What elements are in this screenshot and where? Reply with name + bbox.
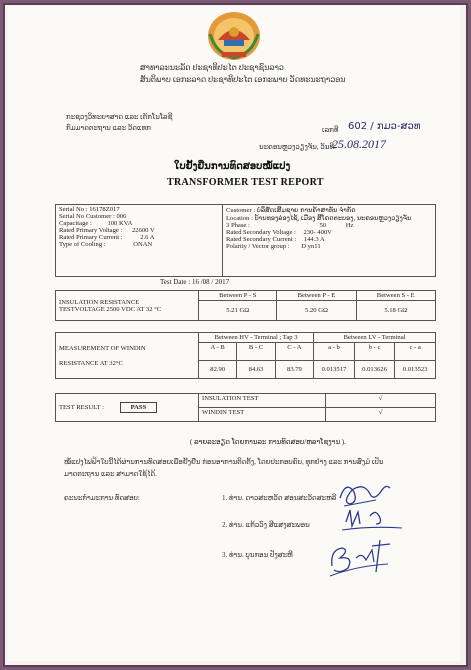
insulation-label: INSULATION RESISTANCE — [59, 298, 140, 306]
customer: Customer : ບໍລິສັດເສີມຊາຍ ການຄ້າສາທັນ ຈຳກັດ — [226, 207, 356, 214]
primary-voltage-value: 22600 V — [131, 227, 155, 234]
winding-test-check: √ — [326, 408, 436, 422]
capacitance-label: Capacitage : — [59, 220, 92, 227]
capacitance-value: 100 KVA — [107, 220, 133, 227]
certification-paragraph: ໝໍ້ແປງໄຟຟ້າໃບນີ້ໄດ້ຜ່ານການທົດສອບເພື່ອຢັ້ງຢືນ ກ່ອນອາການຕິດຕັ້ງ, ໂດຍປະກອບຄົບ, ທຸກຢ່າງ ແລະ ການສົ່ງມໍ ເປັນ — [64, 458, 384, 466]
insulation-label-cell — [56, 291, 199, 321]
value-p-e: 5.20 GΩ — [277, 301, 356, 321]
secondary-voltage-value: 230- 400V — [303, 229, 332, 236]
col-b-c: B - C — [237, 343, 275, 361]
winding-label-cell — [56, 333, 199, 379]
cooling-label: Type of Cooling : — [59, 241, 106, 248]
test-date: Test Date : 16 /08 / 2017 — [160, 278, 230, 286]
col-lv-b-c: b - c — [354, 343, 395, 361]
signature-2 — [340, 506, 406, 536]
secondary-current-value: 144.3 A — [303, 236, 325, 243]
insulation-test-label: INSULATION TEST — [199, 394, 326, 408]
primary-voltage-label: Rated Primary Voltage : — [59, 227, 123, 234]
insulation-table — [55, 290, 436, 321]
department-name: ກົມມາດຕະຖານ ແລະ ວັດແທກ — [66, 124, 151, 132]
winding-resistance-table — [55, 332, 436, 379]
report-title: TRANSFORMER TEST REPORT — [167, 177, 324, 188]
ministry-name: ກະຊວງວິທະຍາສາດ ແລະ ເຕັກໂນໂລຊີ — [66, 113, 173, 121]
secondary-current-label: Rated Secondary Current : — [226, 236, 297, 243]
details-note: ( ລາຍລະອຽດ ໂດຍການລະ ການທົດສອບ/ຫລາໂຊງານ ). — [190, 438, 346, 446]
col-lv-a-b: a - b — [314, 343, 355, 361]
value-lv-b-c: 0.013626 — [354, 361, 395, 379]
location: Location : ບ້ານທອງລ່ອງໄຊ້, ເມືອງ ສີໂຄດຕະບອງ, ນະຄອນຫຼວງວຽງຈັນ — [226, 215, 412, 222]
lao-national-emblem — [206, 10, 262, 62]
value-lv-a-b: 0.013517 — [314, 361, 355, 379]
col-lv-c-a: c - a — [395, 343, 436, 361]
signatory-2: 2. ທ່ານ. ແກ້ວວົງ ສີແສງສະພອນ — [222, 521, 310, 529]
place-date-label: ນະຄອນຫຼວງວຽງຈັນ, ວັນທີ: — [259, 143, 336, 151]
frequency-value: 50 — [319, 222, 327, 229]
hv-terminal-header: Between HV - Terminal ; Tap 3 — [199, 333, 314, 343]
report-title-lao: ໃບຢັ້ງຢືນການທົດສອບໝໍ້ແປງ — [174, 161, 291, 172]
transformer-info-table — [55, 204, 436, 277]
test-result-table — [55, 393, 436, 422]
value-lv-c-a: 0.013523 — [395, 361, 436, 379]
committee-label: ຄະນະກຳມະການ ທົດສອບ: — [64, 494, 140, 502]
reference-number: 602 / ກມວ-ສວທ — [348, 121, 421, 132]
winding-temp-label: RESISTANCE AT 32°C — [59, 359, 123, 367]
info-right-cell — [223, 205, 436, 277]
national-motto: ສັນຕິພາບ ເອກະລາດ ປະຊາທິປະໄຕ ເອກະພາບ ວັດທະນະຖາວອນ — [140, 75, 346, 84]
frequency-unit: Hz — [345, 222, 354, 229]
info-left-cell — [56, 205, 223, 277]
value-c-a: 83.79 — [275, 361, 313, 379]
insulation-test-check: √ — [326, 394, 436, 408]
primary-current-label: Rated Primary Current : — [59, 234, 123, 241]
pass-badge: PASS — [120, 402, 158, 413]
result-cell — [56, 394, 199, 422]
header-s-e: Between S - E — [356, 291, 436, 301]
col-a-b: A - B — [199, 343, 237, 361]
col-c-a: C - A — [275, 343, 313, 361]
polarity-value: D yn11 — [301, 243, 321, 250]
signature-3 — [326, 536, 396, 578]
primary-current-value: 2.6 A — [140, 234, 155, 241]
value-s-e: 5.18 GΩ — [356, 301, 436, 321]
serial-no-customer: Serial No Customer : 006 — [59, 213, 127, 220]
test-voltage-label: TESTVOLTAGE 2500 VDC AT 32 °C — [59, 305, 162, 313]
handwritten-date: 25.08.2017 — [332, 137, 386, 151]
polarity-label: Polarity / Vector group : — [226, 243, 290, 250]
secondary-voltage-label: Rated Secondary Voltage : — [226, 229, 296, 236]
value-p-s: 5.21 GΩ — [199, 301, 277, 321]
serial-no: Serial No : 16178Z017 — [59, 206, 120, 213]
signatory-1: 1. ທ່ານ. ດາວສະຫວັດ ສອນສະວັດສະຫລີ — [222, 494, 337, 502]
header-p-e: Between P - E — [277, 291, 356, 301]
signatory-3: 3. ທ່ານ. ບຸນກອນ ປັງສະຫີ — [222, 551, 293, 559]
winding-test-label: WINDIN TEST — [199, 408, 326, 422]
cooling-value: ONAN — [133, 241, 153, 248]
republic-header: ສາທາລະນະລັດ ປະຊາທິປະໄຕ ປະຊາຊົນລາວ — [140, 63, 284, 72]
test-result-label: TEST RESULT : — [59, 404, 104, 411]
phase-label: 3 Phase : — [226, 222, 250, 229]
winding-label: MEASUREMENT OF WINDIN — [59, 344, 146, 352]
certification-paragraph-end: ມາດຕະຖານ ແລະ ສາມາດໃຊ້ໄດ້. — [64, 470, 157, 478]
reference-label: ເລກທີ — [322, 126, 339, 134]
value-b-c: 84.63 — [237, 361, 275, 379]
value-a-b: 82.90 — [199, 361, 237, 379]
lv-terminal-header: Between LV - Terminal — [314, 333, 436, 343]
header-p-s: Between P - S — [199, 291, 277, 301]
